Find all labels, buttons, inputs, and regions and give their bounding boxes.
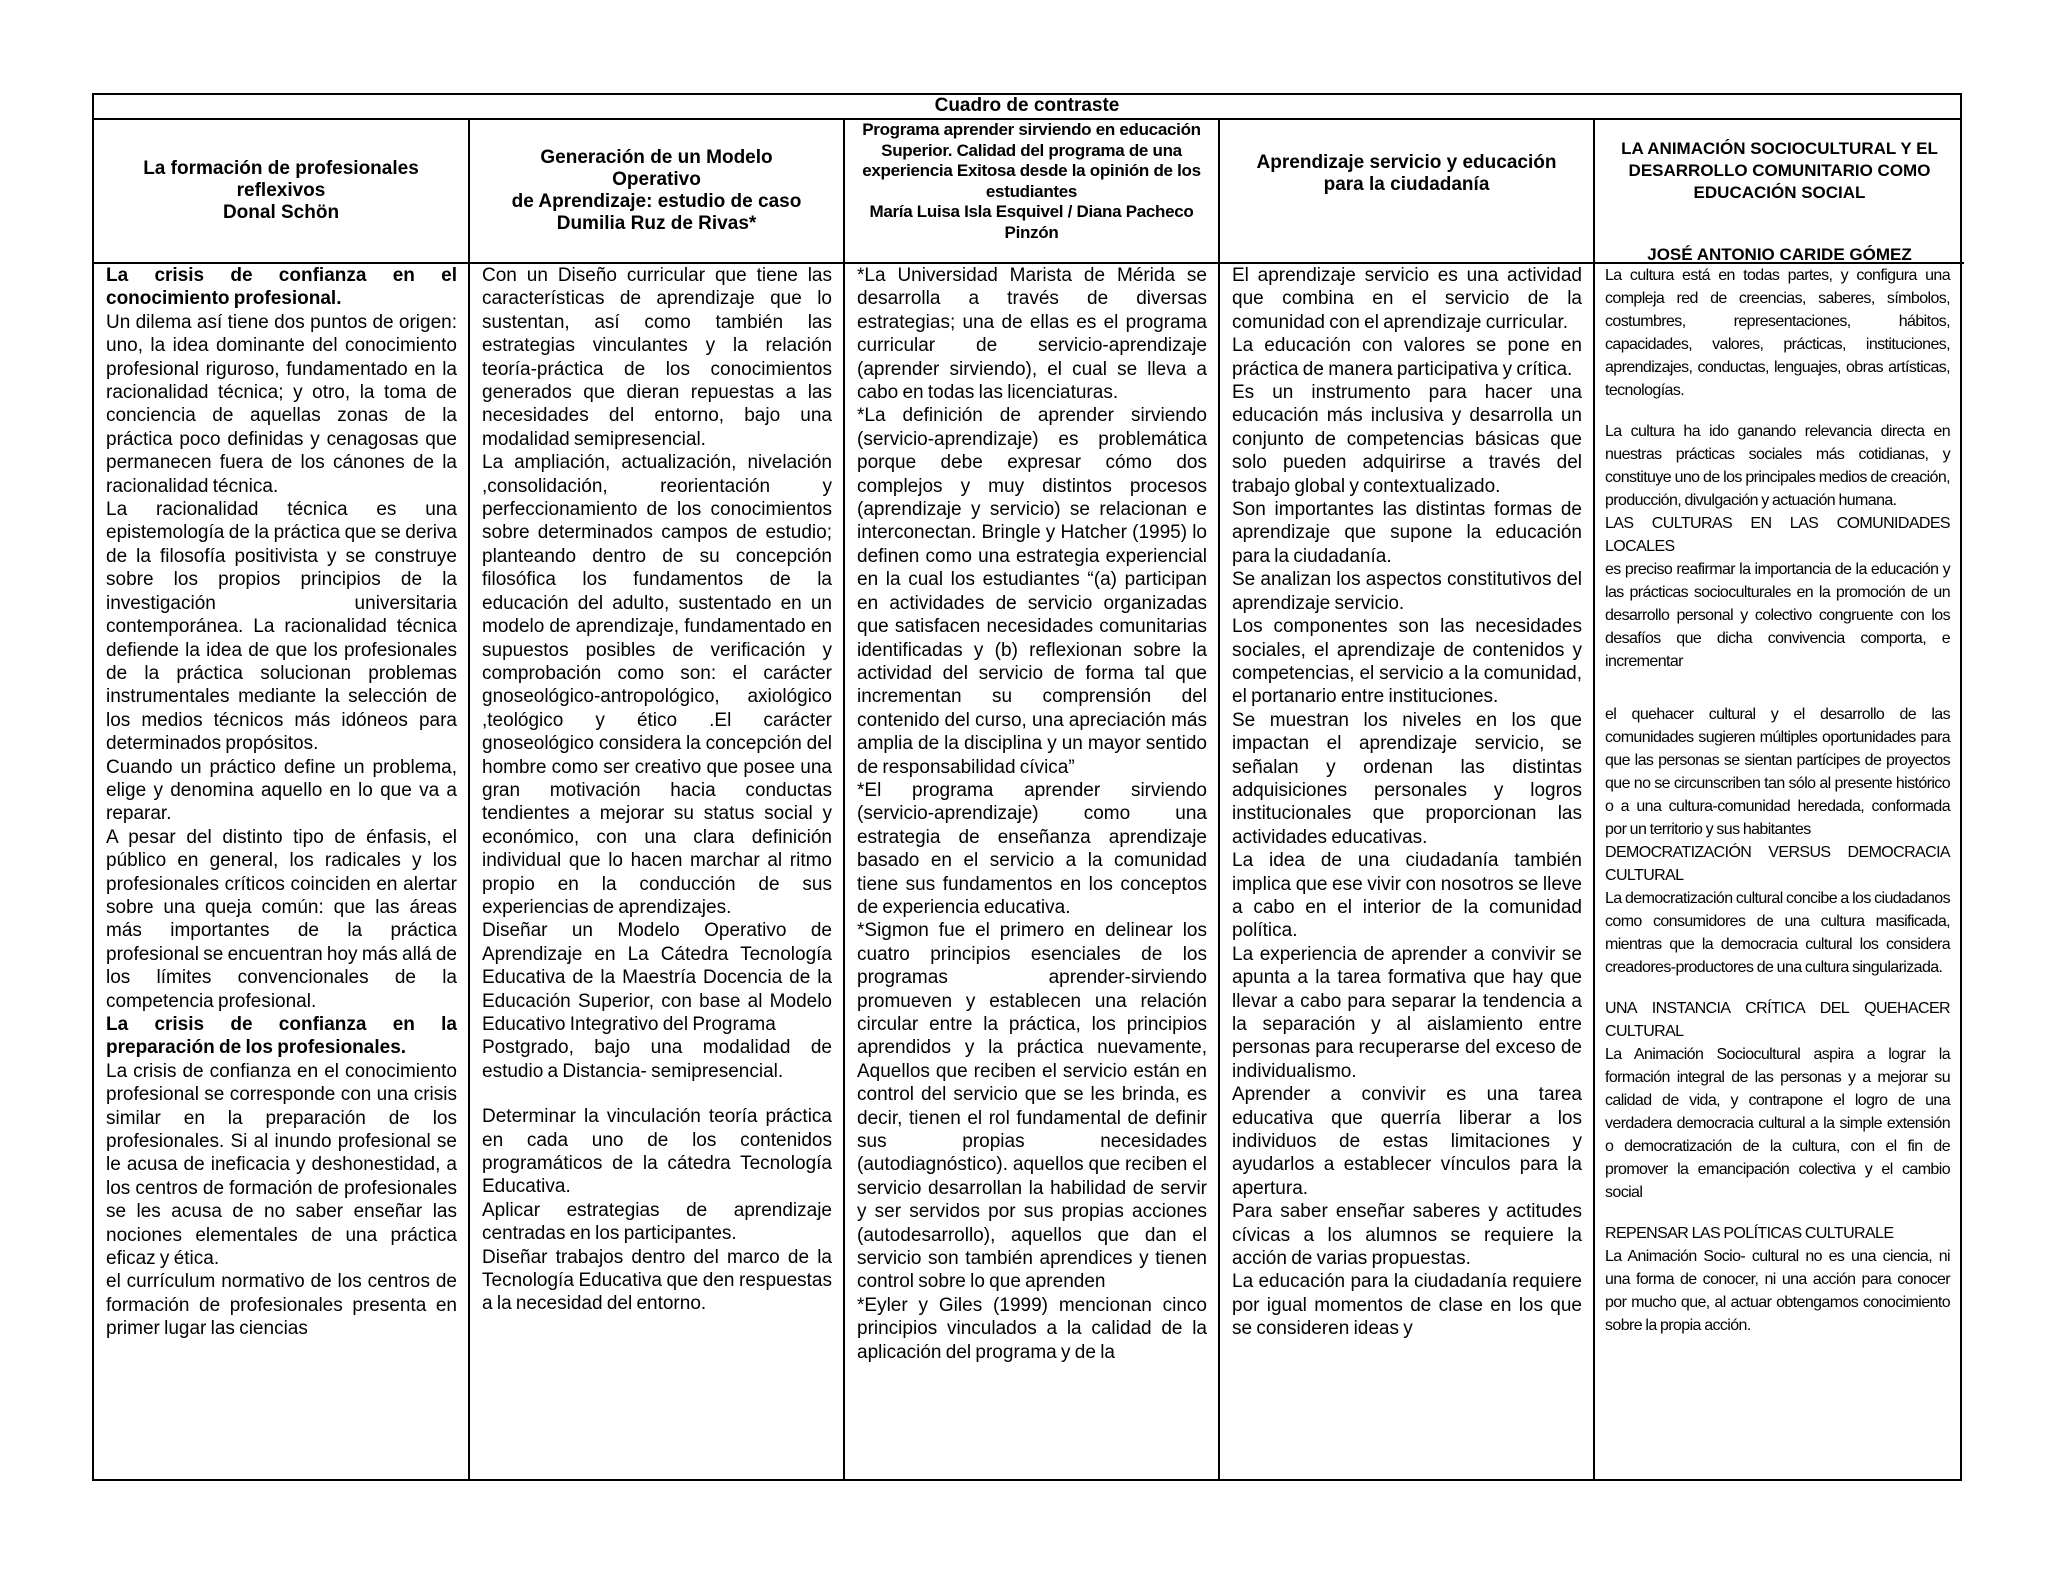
- contrast-table: [92, 93, 1962, 1481]
- header-author: JOSÉ ANTONIO CARIDE GÓMEZ: [1647, 245, 1912, 264]
- paragraph: La educación con valores se pone en práctica de manera participativa y crítica.: [1232, 335, 1582, 380]
- column-schon: [94, 120, 470, 1479]
- column-ruz: [470, 120, 845, 1479]
- paragraph: La ampliación, actualización, nivelación ,consolidación, reorientación y perfeccionamiento de los conocimientos sobre determinados campos de estudio; planteando dentro de su concepción filosófica los fundamentos de la educación del adulto, sustentado en un modelo de aprendizaje, fundamentado en supuestos posibles de verificación y comprobación como son: el carácter gnoseológico-antropológico, axiológico ,teológico y ético .El carácter gnoseológico considera la concepción del hombre como ser creativo que posee una gran motivación hacia conductas tendientes a mejorar su status social y económico, con una clara definición individual que lo hacen marchar al ritmo propio en la conducción de sus experiencias de aprendizajes.: [482, 452, 832, 918]
- paragraph: Aplicar estrategias de aprendizaje centradas en los participantes.: [482, 1199, 832, 1245]
- paragraph: *La Universidad Marista de Mérida se desarrolla a través de diversas estrategias; una de ellas es el programa curricular de servicio-aprendizaje (aprender sirviendo), el cual se lleva a cabo en todas las licenciaturas.: [857, 265, 1207, 404]
- paragraph: *La definición de aprender sirviendo (servicio-aprendizaje) es problemática porque debe expresar cómo dos complejos y muy distintos procesos (aprendizaje y servicio) se relacionan e interconectan. Bringle y Hatcher (1995) lo definen como una estrategia experiencial en la cual los estudiantes “(a) participan en actividades de servicio organizadas que satisfacen necesidades comunitarias identificadas y (b) reflexionan sobre la actividad del servicio de forma tal que incrementan su comprensión del contenido del curso, una apreciación más amplia de la disciplina y un mayor sentido de responsabilidad cívica”: [857, 405, 1207, 778]
- paragraph: *Sigmon fue el primero en delinear los cuatro principios esenciales de los programas aprender-sirviendo promueven y establecen una relación circular entre la práctica, los principios aprendidos y la práctica nuevamente, Aquellos que reciben el servicio están en control del servicio que se les brinda, es decir, tienen el rol fundamental de definir sus propias necesidades (autodiagnóstico). aquellos que reciben el servicio desarrollan la habilidad de servir y ser servidos por sus propias acciones (autodesarrollo), aquellos que dan el servicio son también aprendices y tienen control sobre lo que aprenden: [857, 920, 1207, 1293]
- column-header-isla: [845, 120, 1218, 264]
- column-body-isla: [845, 264, 1218, 1364]
- paragraph: Se analizan los aspectos constitutivos del aprendizaje servicio.: [1232, 569, 1582, 614]
- column-header-ruz: [470, 120, 843, 264]
- paragraph: El aprendizaje servicio es una actividad que combina en el servicio de la comunidad con el aprendizaje curricular.: [1232, 265, 1582, 333]
- header-author: Dumilia Ruz de Rivas*: [556, 213, 757, 234]
- paragraph: Determinar la vinculación teoría práctica en cada uno de los contenidos programáticos de la cátedra Tecnología Educativa.: [482, 1106, 832, 1198]
- column-body-caride: [1595, 264, 1964, 1337]
- paragraph: LAS CULTURAS EN LAS COMUNIDADES LOCALES: [1605, 515, 1950, 555]
- header-title: Generación de un Modelo Operativo: [540, 147, 773, 190]
- table-title: Cuadro de contraste: [94, 95, 1960, 120]
- column-header-schon: [94, 120, 468, 264]
- paragraph: Son importantes las distintas formas de aprendizaje que supone la educación para la ciudadanía.: [1232, 499, 1582, 567]
- column-header-ciudadania: [1220, 120, 1593, 264]
- section-heading: La crisis de confianza en el conocimiento profesional.: [106, 265, 457, 310]
- column-ciudadania: [1220, 120, 1595, 1479]
- paragraph: DEMOCRATIZACIÓN VERSUS DEMOCRACIA CULTURAL: [1605, 844, 1950, 884]
- paragraph: Aprender a convivir es una tarea educativa que querría liberar a los individuos de estas limitaciones y ayudarlos a establecer vínculos para la apertura.: [1232, 1084, 1582, 1199]
- paragraph: el quehacer cultural y el desarrollo de las comunidades sugieren múltiples oportunidades para que las personas se sientan partícipes de proyectos que no se circunscriben tan sólo al presente histórico o a una cultura-comunidad heredada, conformada por un territorio y sus habitantes: [1605, 706, 1950, 838]
- header-title: Programa aprender sirviendo en educación Superior. Calidad del programa de una experiencia Exitosa desde la opinión de los estudiantes: [862, 120, 1201, 201]
- paragraph: La idea de una ciudadanía también implica que ese vivir con nosotros se lleve a cabo en el interior de la comunidad política.: [1232, 850, 1582, 942]
- paragraph: UNA INSTANCIA CRÍTICA DEL QUEHACER CULTURAL: [1605, 1000, 1950, 1040]
- header-title: LA ANIMACIÓN SOCIOCULTURAL Y EL DESARROLLO COMUNITARIO COMO EDUCACIÓN SOCIAL: [1621, 139, 1938, 202]
- paragraph: La experiencia de aprender a convivir se apunta a la tarea formativa que hay que llevar a cabo para separar la tendencia a la separación y al aislamiento entre personas para recuperarse del exceso de individualismo.: [1232, 943, 1582, 1082]
- header-author: María Luisa Isla Esquivel / Diana Pacheco Pinzón: [869, 202, 1194, 242]
- paragraph: La cultura está en todas partes, y configura una compleja red de creencias, saberes, símbolos, costumbres, representaciones, hábitos, capacidades, valores, prácticas, instituciones, aprendizajes, conductas, lenguajes, obras artísticas, tecnologías.: [1605, 267, 1950, 399]
- paragraph: La Animación Sociocultural aspira a lograr la formación integral de las personas y a mejorar su calidad de vida, y contrapone el logro de una verdadera democracia cultural a la simple extensión o democratización de la cultura, con el fin de promover la emancipación colectiva y el cambio social: [1605, 1046, 1950, 1201]
- paragraph: La educación para la ciudadanía requiere por igual momentos de clase en los que se consideren ideas y: [1232, 1271, 1582, 1340]
- column-caride: [1595, 120, 1964, 1479]
- header-title: Aprendizaje servicio y educación para la ciudadanía: [1256, 152, 1557, 195]
- column-header-caride: [1595, 120, 1964, 264]
- paragraph: La Animación Socio- cultural no es una ciencia, ni una forma de conocer, ni una acción para conocer por mucho que, al actuar obtengamos conocimiento sobre la propia acción.: [1605, 1248, 1950, 1334]
- paragraph: Postgrado, bajo una modalidad de estudio a Distancia- semipresencial.: [482, 1037, 832, 1082]
- paragraph: Los componentes son las necesidades sociales, el aprendizaje de contenidos y competencias, el servicio a la comunidad, el portanario entre instituciones.: [1232, 616, 1582, 708]
- paragraph: A pesar del distinto tipo de énfasis, el público en general, los radicales y los profesionales críticos coinciden en alertar sobre una queja común: que las áreas más importantes de la práctica profesional se encuentran hoy más allá de los límites convencionales de la competencia profesional.: [106, 826, 458, 1012]
- paragraph: Diseñar un Modelo Operativo de Aprendizaje en La Cátedra Tecnología Educativa de la Maestría Docencia de la Educación Superior, con base al Modelo Educativo Integrativo del Programa: [482, 920, 832, 1035]
- paragraph: Un dilema así tiene dos puntos de origen: uno, la idea dominante del conocimiento profesional riguroso, fundamentado en la racionalidad técnica; y otro, la toma de conciencia de aquellas zonas de la práctica poco definidas y cenagosas que permanecen fuera de los cánones de la racionalidad técnica.: [106, 311, 457, 497]
- paragraph: La democratización cultural concibe a los ciudadanos como consumidores de una cultura masificada, mientras que la democracia cultural los considera creadores-productores de una cultura singularizada.: [1605, 890, 1950, 976]
- paragraph: Se muestran los niveles en los que impactan el aprendizaje servicio, se señalan y ordenan las distintas adquisiciones personales y logros institucionales que proporcionan las actividades educativas.: [1232, 709, 1582, 848]
- paragraph: La racionalidad técnica es una epistemología de la práctica que se deriva de la filosofía positivista y se construye sobre los propios principios de la investigación universitaria contemporánea. La racionalidad técnica defiende la idea de que los profesionales de la práctica solucionan problemas instrumentales mediante la selección de los medios técnicos más idóneos para determinados propósitos.: [106, 499, 457, 755]
- column-body-ciudadania: [1220, 264, 1593, 1341]
- paragraph: *El programa aprender sirviendo (servicio-aprendizaje) como una estrategia de enseñanza aprendizaje basado en el servicio a la comunidad tiene sus fundamentos en los conceptos de experiencia educativa.: [857, 779, 1207, 918]
- paragraph: *Eyler y Giles (1999) mencionan cinco principios vinculados a la calidad de la aplicación del programa y de la: [857, 1294, 1207, 1363]
- paragraph: Con un Diseño curricular que tiene las características de aprendizaje que lo sustentan, así como también las estrategias vinculantes y la relación teoría-práctica de los conocimientos generados que dieran repuestas a las necesidades del entorno, bajo una modalidad semipresencial.: [482, 265, 832, 450]
- column-body-schon: [94, 264, 468, 1341]
- header-subtitle: de Aprendizaje: estudio de caso: [511, 191, 802, 212]
- paragraph: Cuando un práctico define un problema, elige y denomina aquello en lo que va a reparar.: [106, 756, 457, 825]
- section-heading: La crisis de confianza en la preparación de los profesionales.: [106, 1014, 457, 1059]
- paragraph: Diseñar trabajos dentro del marco de la Tecnología Educativa que den respuestas a la necesidad del entorno.: [482, 1246, 832, 1315]
- column-body-ruz: [470, 264, 843, 1316]
- paragraph: La crisis de confianza en el conocimiento profesional se corresponde con una crisis similar en la preparación de los profesionales. Si al inundo profesional se le acusa de ineficacia y deshonestidad, a los centros de formación de profesionales se les acusa de no saber enseñar las nociones elementales de una práctica eficaz y ética.: [106, 1060, 457, 1270]
- paragraph: el currículum normativo de los centros de formación de profesionales presenta en primer lugar las ciencias: [106, 1271, 457, 1340]
- paragraph: es preciso reafirmar la importancia de la educación y las prácticas socioculturales en la promoción de un desarrollo personal y colectivo congruente con los desafíos que dicha convivencia comporta, e incrementar: [1605, 561, 1950, 670]
- column-isla: [845, 120, 1220, 1479]
- paragraph: La cultura ha ido ganando relevancia directa en nuestras prácticas sociales más cotidianas, y constituye uno de los principales medios de creación, producción, divulgación y actuación humana.: [1605, 423, 1950, 509]
- paragraph: Es un instrumento para hacer una educación más inclusiva y desarrolla un conjunto de competencias básicas que solo pueden adquirirse a través del trabajo global y contextualizado.: [1232, 382, 1582, 497]
- paragraph: REPENSAR LAS POLÍTICAS CULTURALE: [1605, 1225, 1894, 1242]
- header-title: La formación de profesionales reflexivos: [143, 158, 419, 201]
- paragraph: Para saber enseñar saberes y actitudes cívicas a los alumnos se requiere la acción de varias propuestas.: [1232, 1201, 1582, 1270]
- header-author: Donal Schön: [222, 202, 340, 223]
